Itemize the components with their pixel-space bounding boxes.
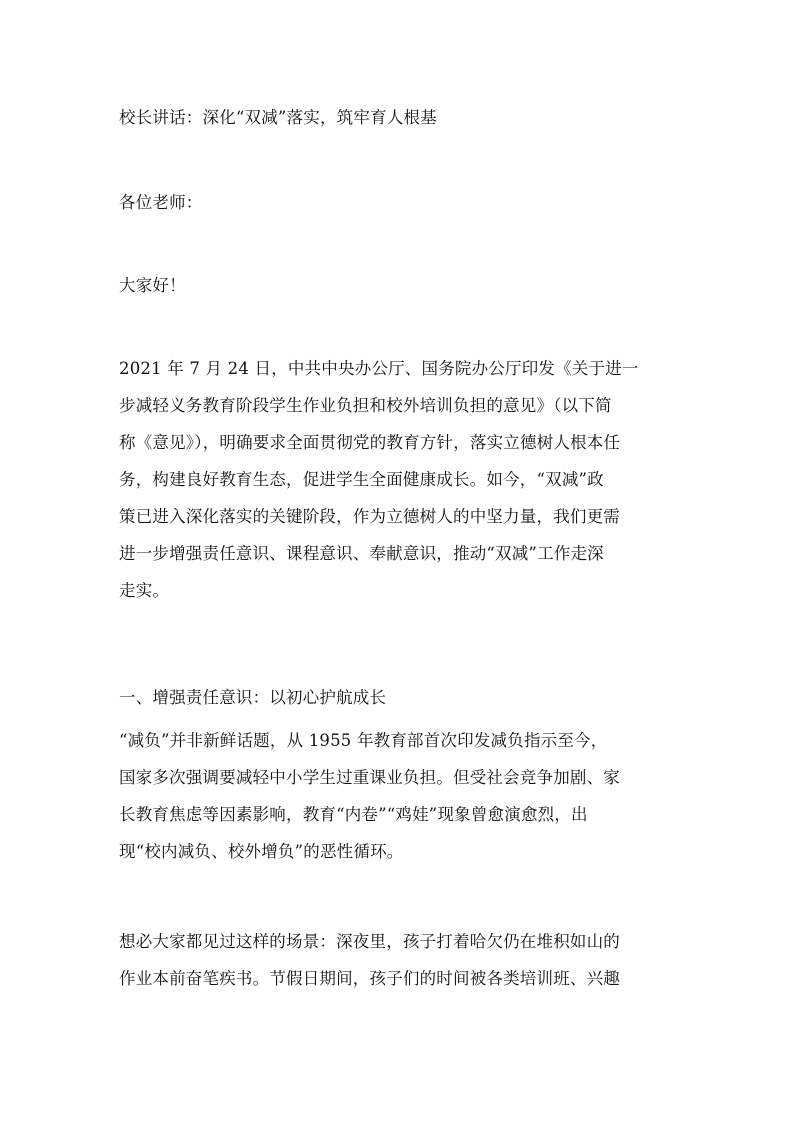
paragraph-line: “减负”并非新鲜话题，从 1955 年教育部首次印发减负指示至今， <box>119 731 608 750</box>
paragraph-line: 走实。 <box>119 581 170 600</box>
salutation: 各位老师： <box>119 193 203 212</box>
paragraph-line: 国家多次强调要减轻中小学生过重课业负担。但受社会竞争加剧、家 <box>119 768 620 787</box>
paragraph-line: 想必大家都见过这样的场景：深夜里，孩子打着哈欠仍在堆积如山的 <box>119 932 620 951</box>
speech-title: 校长讲话：深化“双减”落实，筑牢育人根基 <box>119 108 437 127</box>
paragraph-line: 作业本前奋笔疾书。节假日期间，孩子们的时间被各类培训班、兴趣 <box>119 969 620 988</box>
section-heading: 一、增强责任意识：以初心护航成长 <box>119 688 387 707</box>
paragraph-line: 现“校内减负、校外增负”的恶性循环。 <box>119 842 404 861</box>
paragraph-line: 长教育焦虑等因素影响，教育“内卷”“鸡娃”现象曾愈演愈烈，出 <box>119 805 588 824</box>
paragraph-line: 称《意见》），明确要求全面贯彻党的教育方针，落实立德树人根本任 <box>119 433 621 452</box>
paragraph-line: 策已进入深化落实的关键阶段，作为立德树人的中坚力量，我们更需 <box>119 507 620 526</box>
paragraph-line: 2021 年 7 月 24 日，中共中央办公厅、国务院办公厅印发《关于进一 <box>119 359 639 378</box>
paragraph-line: 进一步增强责任意识、课程意识、奉献意识，推动“双减”工作走深 <box>119 544 604 563</box>
paragraph-line: 务，构建良好教育生态，促进学生全面健康成长。如今，“双减”政 <box>119 470 604 489</box>
greeting: 大家好！ <box>119 276 186 295</box>
paragraph-line: 步减轻义务教育阶段学生作业负担和校外培训负担的意见》（以下简 <box>119 396 612 415</box>
